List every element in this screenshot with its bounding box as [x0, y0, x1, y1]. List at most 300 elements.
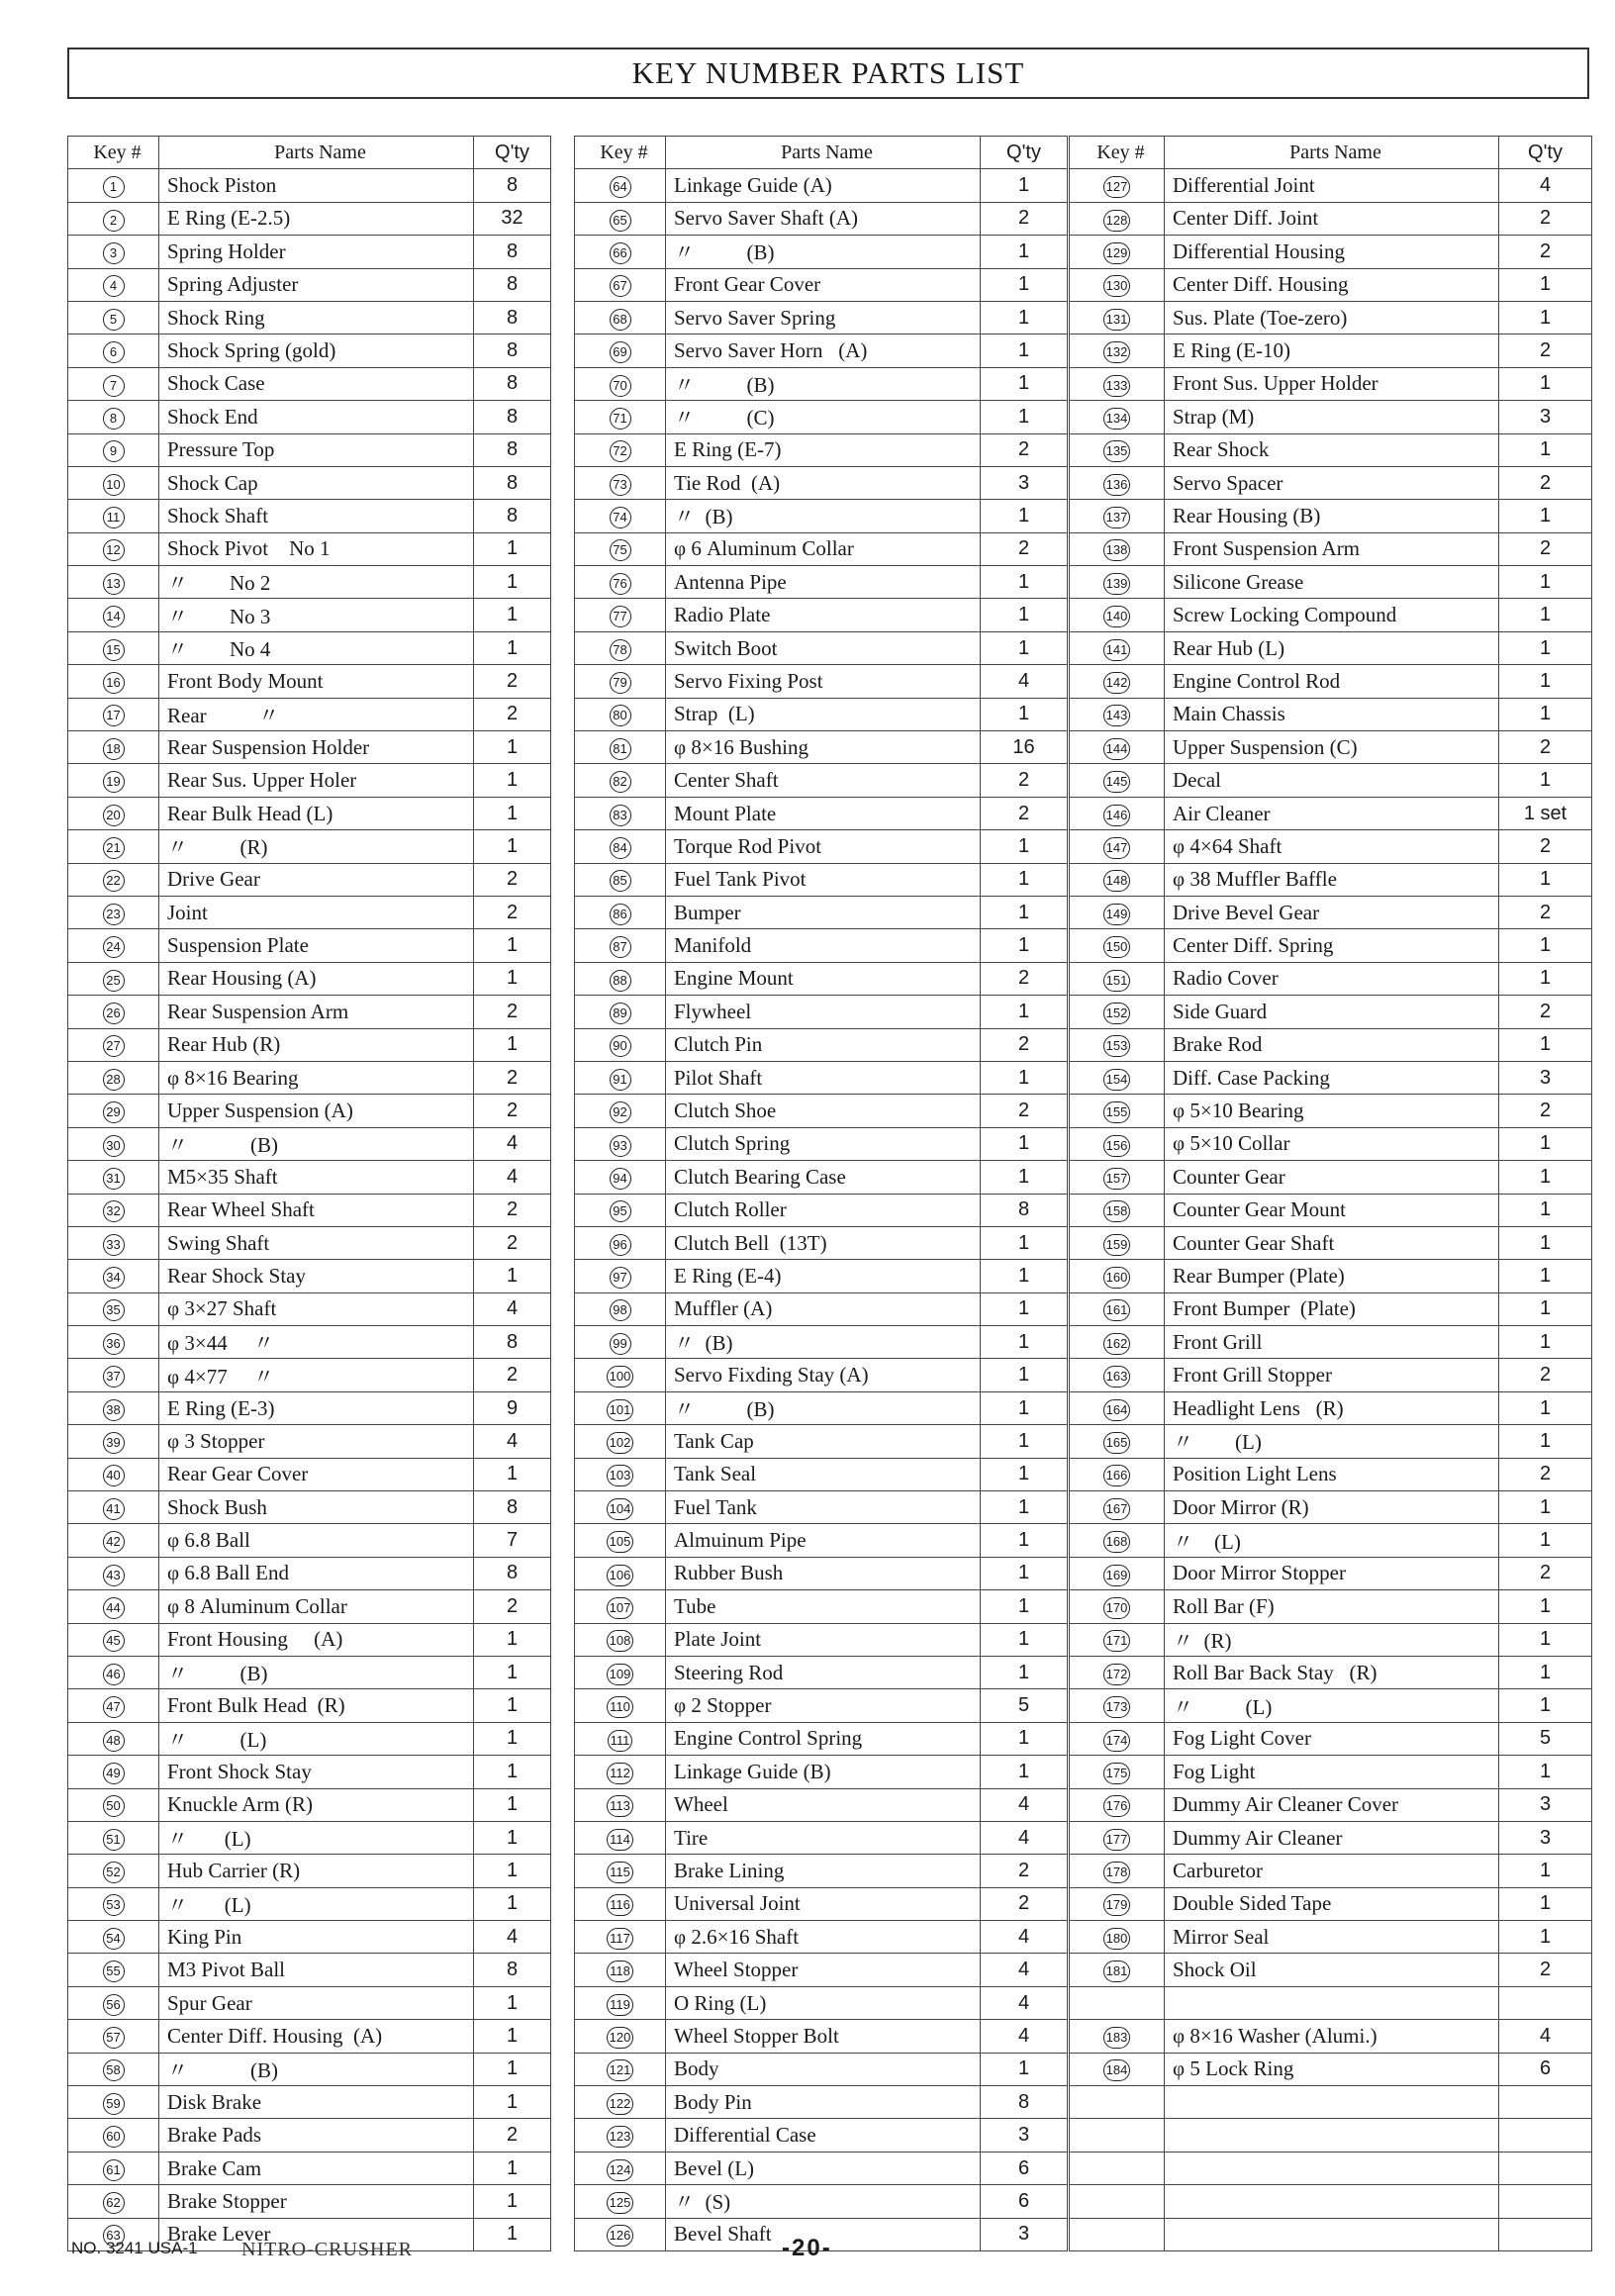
key-number-cell: [575, 731, 666, 764]
part-name: Rear Housing (A): [159, 962, 474, 995]
key-number: 27: [103, 1035, 125, 1057]
table-row: [1070, 1226, 1592, 1259]
key-number: 37: [103, 1366, 125, 1387]
table-row: [68, 367, 551, 400]
part-quantity: 16: [981, 731, 1068, 764]
key-number: 138: [1103, 539, 1131, 561]
key-number: 97: [610, 1267, 631, 1289]
table-row: [575, 1127, 1068, 1160]
key-number-cell: [68, 401, 159, 433]
key-number-cell: [68, 863, 159, 896]
part-quantity: 1: [474, 1986, 551, 2019]
part-name: Front Suspension Arm: [1165, 532, 1499, 565]
key-number: 175: [1103, 1763, 1131, 1784]
table-row: [575, 301, 1068, 334]
key-number-cell: [575, 1821, 666, 1854]
table-row: [68, 830, 551, 863]
part-name: M5×35 Shaft: [159, 1161, 474, 1194]
key-number-cell: [575, 1590, 666, 1623]
table-row: [575, 2086, 1068, 2119]
key-number: 104: [607, 1498, 634, 1520]
table-row: [575, 1756, 1068, 1788]
table-row: [1070, 1689, 1592, 1722]
key-number-cell: [1070, 1623, 1165, 1656]
page-number: -20-: [782, 2235, 832, 2261]
key-number: 146: [1103, 805, 1131, 826]
part-name: Shock Piston: [159, 169, 474, 202]
part-quantity: 2: [474, 2119, 551, 2152]
key-number-cell: [68, 500, 159, 532]
key-number: 113: [607, 1795, 633, 1817]
part-quantity: 1: [1499, 1756, 1592, 1788]
part-name: φ 4×77 〃: [159, 1359, 474, 1391]
table-row: [68, 631, 551, 664]
key-number: 9: [103, 440, 125, 462]
key-number-cell: [68, 2053, 159, 2085]
part-quantity: 2: [1499, 236, 1592, 268]
key-number-cell: [1070, 1458, 1165, 1490]
table-row: [68, 1855, 551, 1887]
key-number: 40: [103, 1465, 125, 1486]
part-quantity: 1 set: [1499, 797, 1592, 829]
table-row: [68, 1359, 551, 1391]
part-quantity: 1: [981, 1656, 1068, 1688]
table-row: [575, 169, 1068, 202]
table-row: [1070, 2053, 1592, 2085]
part-quantity: 1: [474, 1458, 551, 1490]
part-quantity: 1: [981, 2053, 1068, 2085]
key-number: 38: [103, 1399, 125, 1421]
key-number: 165: [1103, 1432, 1131, 1454]
key-number: 121: [607, 2059, 634, 2081]
table-row: [1070, 1326, 1592, 1359]
key-number-cell: [68, 335, 159, 367]
part-name: Headlight Lens (R): [1165, 1391, 1499, 1424]
key-number: 14: [103, 606, 125, 627]
key-number: 56: [103, 1994, 125, 2016]
part-quantity: 8: [981, 2086, 1068, 2119]
table-row: [68, 1161, 551, 1194]
key-number-cell: [575, 1788, 666, 1821]
part-name: Air Cleaner: [1165, 797, 1499, 829]
key-number: 118: [607, 1961, 633, 1982]
table-row: [1070, 335, 1592, 367]
key-number: 28: [103, 1069, 125, 1091]
part-quantity: 1: [981, 1326, 1068, 1359]
key-number: 157: [1103, 1168, 1131, 1190]
key-number: 67: [610, 275, 631, 297]
part-name: Linkage Guide (A): [666, 169, 981, 202]
table-row: [1070, 1028, 1592, 1061]
part-name: Pressure Top: [159, 433, 474, 466]
key-number: 24: [103, 936, 125, 958]
key-number: 77: [610, 606, 631, 627]
table-row: [575, 1788, 1068, 1821]
table-row: [1070, 1557, 1592, 1589]
table-row: [575, 1524, 1068, 1557]
key-number: 13: [103, 573, 125, 595]
key-number-cell: [575, 830, 666, 863]
part-name: Antenna Pipe: [666, 566, 981, 599]
part-name: [1165, 1986, 1499, 2019]
key-number: 2: [103, 210, 125, 232]
part-quantity: 1: [474, 1756, 551, 1788]
part-quantity: 1: [1499, 301, 1592, 334]
table-row: [1070, 1458, 1592, 1490]
table-row: [68, 665, 551, 698]
part-quantity: [1499, 2185, 1592, 2218]
key-number-cell: [1070, 566, 1165, 599]
table-row: [1070, 1954, 1592, 1986]
key-number-cell: [1070, 1921, 1165, 1954]
key-number-cell: [68, 797, 159, 829]
key-number-cell: [1070, 202, 1165, 235]
key-number: 7: [103, 375, 125, 397]
part-quantity: 1: [981, 335, 1068, 367]
part-name: [1165, 2086, 1499, 2119]
key-number-cell: [1070, 1095, 1165, 1127]
key-number-cell: [68, 731, 159, 764]
key-number-cell: [68, 1524, 159, 1557]
key-number-cell: [1070, 1887, 1165, 1920]
table-row: [575, 830, 1068, 863]
key-number-cell: [68, 433, 159, 466]
header-row: [68, 137, 551, 169]
key-number-cell: [68, 1986, 159, 2019]
part-quantity: 4: [981, 1788, 1068, 1821]
part-name: 〃 (B): [666, 500, 981, 532]
part-name: Clutch Roller: [666, 1194, 981, 1226]
table-row: [575, 433, 1068, 466]
part-name: Side Guard: [1165, 996, 1499, 1028]
key-number: 69: [610, 341, 631, 363]
key-number-cell: [1070, 1326, 1165, 1359]
part-quantity: 1: [981, 401, 1068, 433]
part-quantity: 2: [1499, 731, 1592, 764]
part-name: φ 3×27 Shaft: [159, 1292, 474, 1325]
part-name: Plate Joint: [666, 1623, 981, 1656]
key-number-cell: [68, 1756, 159, 1788]
key-number-cell: [575, 665, 666, 698]
part-quantity: 1: [1499, 566, 1592, 599]
part-quantity: 1: [474, 2020, 551, 2053]
part-name: Front Housing (A): [159, 1623, 474, 1656]
part-quantity: 1: [1499, 367, 1592, 400]
key-number: 64: [610, 176, 631, 198]
key-number-cell: [1070, 1954, 1165, 1986]
key-number-cell: [575, 301, 666, 334]
part-name: Shock Cap: [159, 466, 474, 499]
part-name: Brake Rod: [1165, 1028, 1499, 1061]
part-name: Main Chassis: [1165, 698, 1499, 730]
table-row: [575, 1722, 1068, 1755]
col-header-key: Key #: [575, 137, 666, 169]
table-row: [575, 1689, 1068, 1722]
part-name: Dummy Air Cleaner Cover: [1165, 1788, 1499, 1821]
part-name: Servo Fixing Post: [666, 665, 981, 698]
key-number: 51: [103, 1829, 125, 1851]
part-quantity: 2: [1499, 896, 1592, 928]
key-number-cell: [68, 631, 159, 664]
key-number-cell: [68, 2020, 159, 2053]
table-row: [575, 1557, 1068, 1589]
table-row: [1070, 2185, 1592, 2218]
key-number-cell: [1070, 896, 1165, 928]
table-row: [575, 335, 1068, 367]
table-row: [68, 2119, 551, 2152]
part-name: Flywheel: [666, 996, 981, 1028]
key-number-cell: [68, 1788, 159, 1821]
part-quantity: 1: [474, 1260, 551, 1292]
key-number: 161: [1103, 1299, 1131, 1321]
table-row: [575, 268, 1068, 301]
table-row: [68, 1590, 551, 1623]
part-name: King Pin: [159, 1921, 474, 1954]
part-name: Brake Pads: [159, 2119, 474, 2152]
part-quantity: 4: [981, 2020, 1068, 2053]
part-quantity: 2: [474, 896, 551, 928]
key-number-cell: [68, 367, 159, 400]
part-name: φ 8×16 Bushing: [666, 731, 981, 764]
part-name: Torque Rod Pivot: [666, 830, 981, 863]
key-number: 163: [1103, 1366, 1131, 1387]
part-quantity: 8: [474, 466, 551, 499]
key-number: 103: [607, 1465, 634, 1486]
key-number: 11: [103, 507, 125, 528]
table-row: [1070, 929, 1592, 962]
table-row: [1070, 367, 1592, 400]
part-name: Radio Cover: [1165, 962, 1499, 995]
part-quantity: 1: [981, 1127, 1068, 1160]
part-name: Drive Bevel Gear: [1165, 896, 1499, 928]
table-row: [68, 996, 551, 1028]
key-number-cell: [575, 2020, 666, 2053]
key-number: 30: [103, 1135, 125, 1157]
key-number-cell: [68, 1921, 159, 1954]
table-row: [68, 1326, 551, 1359]
part-quantity: 1: [981, 1425, 1068, 1458]
key-number: 45: [103, 1630, 125, 1652]
part-name: Sus. Plate (Toe-zero): [1165, 301, 1499, 334]
key-number-cell: [68, 1855, 159, 1887]
key-number: 109: [607, 1664, 634, 1685]
part-name: Rear Suspension Holder: [159, 731, 474, 764]
table-row: [68, 1887, 551, 1920]
key-number-cell: [1070, 863, 1165, 896]
key-number: 16: [103, 672, 125, 694]
part-quantity: 8: [474, 1326, 551, 1359]
table-row: [575, 1458, 1068, 1490]
key-number-cell: [1070, 2119, 1165, 2152]
table-row: [68, 500, 551, 532]
part-name: Wheel Stopper: [666, 1954, 981, 1986]
key-number: 122: [607, 2093, 634, 2115]
part-quantity: 8: [474, 401, 551, 433]
table-row: [1070, 169, 1592, 202]
table-row: [575, 1061, 1068, 1094]
key-number: 89: [610, 1003, 631, 1024]
part-name: Tube: [666, 1590, 981, 1623]
part-name: Differential Housing: [1165, 236, 1499, 268]
key-number: 80: [610, 705, 631, 726]
key-number: 139: [1103, 573, 1131, 595]
part-name: Screw Locking Compound: [1165, 599, 1499, 631]
key-number-cell: [68, 1292, 159, 1325]
key-number: 172: [1103, 1664, 1131, 1685]
key-number: 93: [610, 1135, 631, 1157]
key-number-cell: [68, 1161, 159, 1194]
part-quantity: 1: [1499, 1292, 1592, 1325]
key-number: 115: [607, 1862, 633, 1883]
key-number: 184: [1103, 2059, 1131, 2081]
table-row: [575, 1986, 1068, 2019]
part-quantity: 1: [981, 830, 1068, 863]
part-quantity: [1499, 2119, 1592, 2152]
table-row: [575, 566, 1068, 599]
key-number: 57: [103, 2027, 125, 2049]
key-number: 102: [607, 1432, 634, 1454]
part-quantity: 1: [1499, 1656, 1592, 1688]
key-number-cell: [575, 863, 666, 896]
key-number-cell: [68, 1226, 159, 1259]
key-number-cell: [68, 566, 159, 599]
key-number-cell: [68, 1028, 159, 1061]
key-number-cell: [575, 1161, 666, 1194]
part-quantity: 1: [981, 863, 1068, 896]
table-row: [68, 1921, 551, 1954]
key-number: 12: [103, 539, 125, 561]
key-number: 171: [1103, 1630, 1131, 1652]
key-number: 137: [1103, 507, 1131, 528]
part-name: Suspension Plate: [159, 929, 474, 962]
part-name: 〃 No 3: [159, 599, 474, 631]
key-number-cell: [68, 1722, 159, 1755]
part-name: φ 8×16 Bearing: [159, 1061, 474, 1094]
part-quantity: [1499, 1986, 1592, 2019]
table-row: [575, 863, 1068, 896]
table-row: [575, 1855, 1068, 1887]
part-name: Shock Ring: [159, 301, 474, 334]
part-name: Rear 〃: [159, 698, 474, 730]
part-quantity: 2: [474, 698, 551, 730]
part-name: 〃 (B): [666, 1391, 981, 1424]
key-number: 54: [103, 1928, 125, 1950]
part-quantity: [1499, 2086, 1592, 2119]
part-quantity: 6: [981, 2152, 1068, 2184]
key-number: 22: [103, 870, 125, 892]
part-quantity: 1: [1499, 962, 1592, 995]
table-row: [68, 1722, 551, 1755]
part-quantity: 1: [474, 1623, 551, 1656]
part-name: φ 2 Stopper: [666, 1689, 981, 1722]
key-number: 106: [607, 1565, 634, 1586]
part-quantity: 4: [474, 1127, 551, 1160]
key-number-cell: [1070, 665, 1165, 698]
part-name: Rear Sus. Upper Holer: [159, 764, 474, 797]
table-row: [68, 335, 551, 367]
part-name: E Ring (E-10): [1165, 335, 1499, 367]
col-header-qty: Q'ty: [474, 137, 551, 169]
table-row: [68, 1986, 551, 2019]
key-number-cell: [68, 896, 159, 928]
part-name: Drive Gear: [159, 863, 474, 896]
table-row: [575, 1095, 1068, 1127]
table-row: [68, 433, 551, 466]
part-name: Radio Plate: [666, 599, 981, 631]
key-number-cell: [68, 1095, 159, 1127]
table-row: [68, 1391, 551, 1424]
key-number-cell: [1070, 1821, 1165, 1854]
table-row: [575, 731, 1068, 764]
table-row: [575, 1326, 1068, 1359]
part-quantity: 1: [981, 500, 1068, 532]
key-number-cell: [1070, 1756, 1165, 1788]
table-row: [575, 367, 1068, 400]
part-name: [1165, 2185, 1499, 2218]
key-number-cell: [68, 698, 159, 730]
key-number-cell: [575, 1954, 666, 1986]
key-number-cell: [68, 599, 159, 631]
key-number: 75: [610, 539, 631, 561]
table-row: [575, 1161, 1068, 1194]
part-name: Strap (L): [666, 698, 981, 730]
part-name: E Ring (E-3): [159, 1391, 474, 1424]
part-quantity: 1: [981, 631, 1068, 664]
part-quantity: 1: [1499, 433, 1592, 466]
key-number: 26: [103, 1003, 125, 1024]
key-number-cell: [1070, 2218, 1165, 2250]
key-number-cell: [1070, 1656, 1165, 1688]
key-number: 128: [1103, 210, 1131, 232]
key-number-cell: [1070, 500, 1165, 532]
key-number: 135: [1103, 440, 1131, 462]
key-number-cell: [1070, 1491, 1165, 1524]
part-name: Rear Shock Stay: [159, 1260, 474, 1292]
part-quantity: 1: [1499, 500, 1592, 532]
part-quantity: 1: [474, 962, 551, 995]
key-number: 168: [1103, 1531, 1131, 1553]
part-name: Clutch Pin: [666, 1028, 981, 1061]
part-name: Pilot Shaft: [666, 1061, 981, 1094]
key-number: 70: [610, 375, 631, 397]
key-number-cell: [575, 268, 666, 301]
part-quantity: 8: [981, 1194, 1068, 1226]
part-name: Spur Gear: [159, 1986, 474, 2019]
part-quantity: 1: [981, 1061, 1068, 1094]
key-number: 153: [1103, 1035, 1131, 1057]
part-name: Clutch Bell (13T): [666, 1226, 981, 1259]
key-number-cell: [1070, 1226, 1165, 1259]
table-row: [1070, 896, 1592, 928]
key-number: 61: [103, 2159, 125, 2181]
key-number: 60: [103, 2126, 125, 2148]
table-row: [575, 1887, 1068, 1920]
table-row: [68, 2053, 551, 2085]
table-row: [68, 1656, 551, 1688]
key-number-cell: [1070, 169, 1165, 202]
part-quantity: 1: [474, 764, 551, 797]
part-name: Position Light Lens: [1165, 1458, 1499, 1490]
key-number: 76: [610, 573, 631, 595]
part-quantity: 2: [474, 1095, 551, 1127]
key-number: 142: [1103, 672, 1131, 694]
table-row: [68, 401, 551, 433]
key-number-cell: [1070, 466, 1165, 499]
key-number: 47: [103, 1696, 125, 1718]
key-number-cell: [575, 1656, 666, 1688]
part-quantity: 2: [474, 1226, 551, 1259]
part-name: Front Grill Stopper: [1165, 1359, 1499, 1391]
